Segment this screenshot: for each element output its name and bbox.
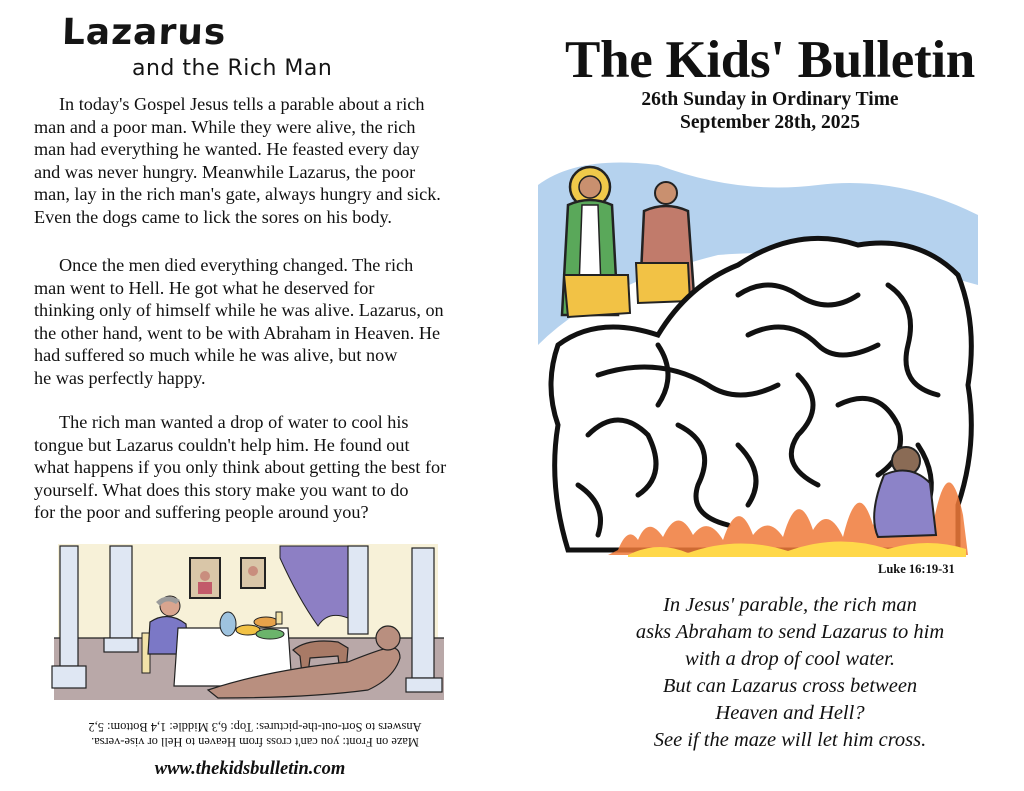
answer-key-line-2: Answers to Sort-out-the-pictures: Top: 6,3 Middle: 1,4 Bottom: 5,2 — [88, 720, 422, 734]
text-line: Even the dogs came to lick the sores on his body. — [34, 206, 392, 227]
scripture-reference: Luke 16:19-31 — [878, 562, 955, 576]
caption-line: In Jesus' parable, the rich man — [663, 594, 917, 616]
maze-caption — [590, 592, 990, 754]
text-line: yourself. What does this story make you want to do — [34, 479, 409, 500]
text-line: The rich man wanted a drop of water to cool his — [59, 412, 409, 432]
feast-illustration — [48, 538, 448, 706]
story-paragraph-3 — [34, 411, 494, 524]
bulletin-title: The Kids' Bulletin — [565, 31, 975, 89]
caption-line: with a drop of cool water. — [685, 648, 895, 670]
story-title-line1: Lazarus — [61, 12, 228, 53]
maze-illustration — [538, 145, 988, 565]
story-paragraph-1 — [34, 93, 494, 229]
caption-line: Heaven and Hell? — [715, 702, 865, 724]
answer-key-upside-down — [75, 719, 435, 749]
text-line: what happens if you only think about getting the best for — [34, 457, 447, 478]
text-line: had suffered so much while he was alive, but now — [34, 345, 398, 366]
text-line: the other hand, went to be with Abraham in Heaven. He — [34, 322, 441, 343]
liturgical-day: 26th Sunday in Ordinary Time — [641, 89, 899, 110]
answer-key-line-1: Maze on Front: you can't cross from Heaven to Hell or vise-versa. — [91, 735, 419, 749]
story-title — [62, 12, 402, 84]
heaven-hell-maze-image — [538, 145, 988, 565]
bulletin-date: September 28th, 2025 — [679, 112, 860, 133]
bulletin-subtitle — [520, 88, 1020, 134]
text-line: man had everything he wanted. He feasted every day — [34, 139, 420, 160]
story-paragraph-2 — [34, 254, 494, 390]
text-line: man and a poor man. While they were alive, the rich — [34, 116, 416, 137]
text-line: man went to Hell. He got what he deserved for — [34, 277, 375, 298]
text-line: and was never hungry. Meanwhile Lazarus, the poor — [34, 161, 416, 182]
caption-line: asks Abraham to send Lazarus to him — [635, 621, 945, 643]
caption-line: See if the maze will let him cross. — [653, 729, 927, 751]
story-title-line2: and the Rich Man — [132, 56, 333, 81]
feast-scene-image — [48, 538, 448, 706]
text-line: thinking only of himself while he was alive. Lazarus, on — [34, 300, 444, 321]
text-line: man, lay in the rich man's gate, always hungry and sick. — [34, 184, 441, 205]
text-line: In today's Gospel Jesus tells a parable about a rich — [59, 94, 425, 114]
text-line: he was perfectly happy. — [34, 367, 206, 388]
website-link[interactable]: www.thekidsbulletin.com — [154, 759, 346, 779]
text-line: Once the men died everything changed. The rich — [59, 255, 414, 275]
text-line: for the poor and suffering people around you? — [34, 502, 369, 523]
caption-line: But can Lazarus cross between — [662, 675, 918, 697]
text-line: tongue but Lazarus couldn't help him. He found out — [34, 434, 410, 455]
